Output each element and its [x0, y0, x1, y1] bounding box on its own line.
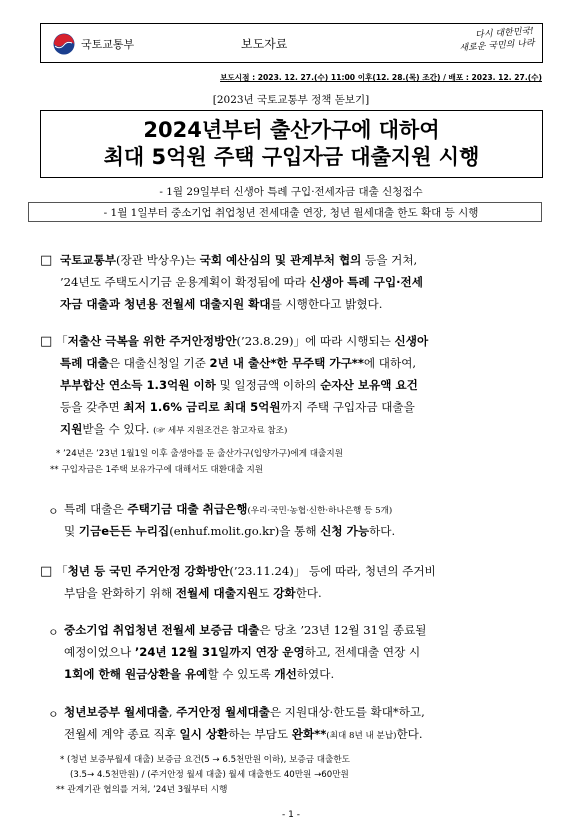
page-number: - 1 - [282, 810, 300, 820]
title-line-2: 최대 5억원 주택 구입자금 대출지원 시행 [103, 145, 480, 169]
footnote-3: * (청년 보증부월세 대출) 보증금 요건(5 → 6.5천만원 이하), 보증금 대출한도 [60, 755, 350, 765]
p1-line-1: 국토교통부(장관 박상우)는 국회 예산심의 및 관계부처 협의 등을 거쳐, [60, 253, 418, 267]
c3-line-1: 청년보증부 월세대출, 주거안정 월세대출은 지원대상·한도를 확대*하고, [64, 705, 425, 719]
p2-line-1: 「저출산 극복을 위한 주거안정방안(’23.8.29)」에 따라 시행되는 신생아 [56, 334, 429, 348]
p1-line-2: ’24년도 주택도시기금 운용계획이 확정됨에 따라 신생아 특례 구입·전세 [60, 275, 423, 289]
p2-line-3: 부부합산 연소득 1.3억원 이하 및 일정금액 이하의 순자산 보유액 요건 [60, 378, 418, 392]
slogan-calligraphy: 다시 대한민국! 새로운 국민의 나라 [458, 26, 535, 54]
square-bullet: □ [40, 334, 53, 349]
p2-line-4: 등을 갖추면 최저 1.6% 금리로 최대 5억원까지 주택 구입자금 대출을 [60, 400, 415, 414]
circle-bullet: ㅇ [48, 626, 59, 639]
title-box [40, 110, 543, 178]
ministry-logo-icon [53, 33, 75, 55]
footnote-4: (3.5→ 4.5천만원) / (주거안정 월세 대출) 월세 대출한도 40만원 →60만원 [70, 770, 349, 780]
footnote-5: ** 관계기관 협의를 거쳐, ’24년 3월부터 시행 [56, 785, 228, 795]
c1-line-2: 및 기금e든든 누리집(enhuf.molit.go.kr)을 통해 신청 가능하다. [64, 524, 396, 538]
square-bullet: □ [40, 564, 53, 579]
title-line-1: 2024년부터 출산가구에 대하여 [143, 118, 440, 142]
c1-line-1: 특례 대출은 주택기금 대출 취급은행(우리·국민·농협·신한·하나은행 등 5개) [64, 502, 393, 516]
circle-bullet: ㅇ [48, 708, 59, 721]
c2-line-2: 예정이었으나 ’24년 12월 31일까지 연장 운영하고, 전세대출 연장 시 [64, 645, 421, 659]
subtitle-1: - 1월 29일부터 신생아 특례 구입·전세자금 대출 신청접수 [159, 186, 423, 198]
c3-line-2: 전월세 계약 종료 직후 일시 상환하는 부담도 완화**(최대 8년 내 분납)한다. [64, 727, 423, 741]
p3-line-2: 부담을 완화하기 위해 전월세 대출지원도 강화한다. [64, 586, 322, 600]
footnote-2: ** 구입자금은 1주택 보유가구에 대해서도 대환대출 지원 [50, 465, 264, 475]
p2-line-2: 특례 대출은 대출신청일 기준 2년 내 출산*한 무주택 가구**에 대하여, [60, 356, 417, 370]
c2-line-1: 중소기업 취업청년 전월세 보증금 대출은 당초 ’23년 12월 31일 종료될 [64, 623, 427, 637]
square-bullet: □ [40, 253, 53, 268]
header-box [40, 23, 543, 63]
footnote-1: * ’24년은 ’23년 1월1일 이후 출생아를 둔 출산가구(입양가구)에게 대출지원 [56, 449, 343, 459]
p2-line-5: 지원받을 수 있다. (☞ 세부 지원조건은 참고자료 참조) [60, 422, 288, 436]
p1-line-3: 자금 대출과 청년용 전월세 대출지원 확대를 시행한다고 밝혔다. [60, 297, 383, 311]
c2-line-3: 1회에 한해 원금상환을 유예할 수 있도록 개선하였다. [64, 667, 335, 681]
ministry-name: 국토교통부 [81, 38, 135, 51]
p3-line-1: 「청년 등 국민 주거안정 강화방안(’23.11.24)」 등에 따라, 청년의 주거비 [56, 564, 436, 578]
doc-type: 보도자료 [241, 37, 288, 51]
subtitle-2: - 1월 1일부터 중소기업 취업청년 전세대출 연장, 청년 월세대출 한도 확대 등 시행 [103, 207, 479, 219]
circle-bullet: ㅇ [48, 505, 59, 518]
embargo-line: 보도시점 : 2023. 12. 27.(수) 11:00 이후(12. 28.(목) 조간) / 배포 : 2023. 12. 27.(수) [220, 73, 542, 82]
series-label: [2023년 국토교통부 정책 돋보기] [212, 94, 370, 106]
